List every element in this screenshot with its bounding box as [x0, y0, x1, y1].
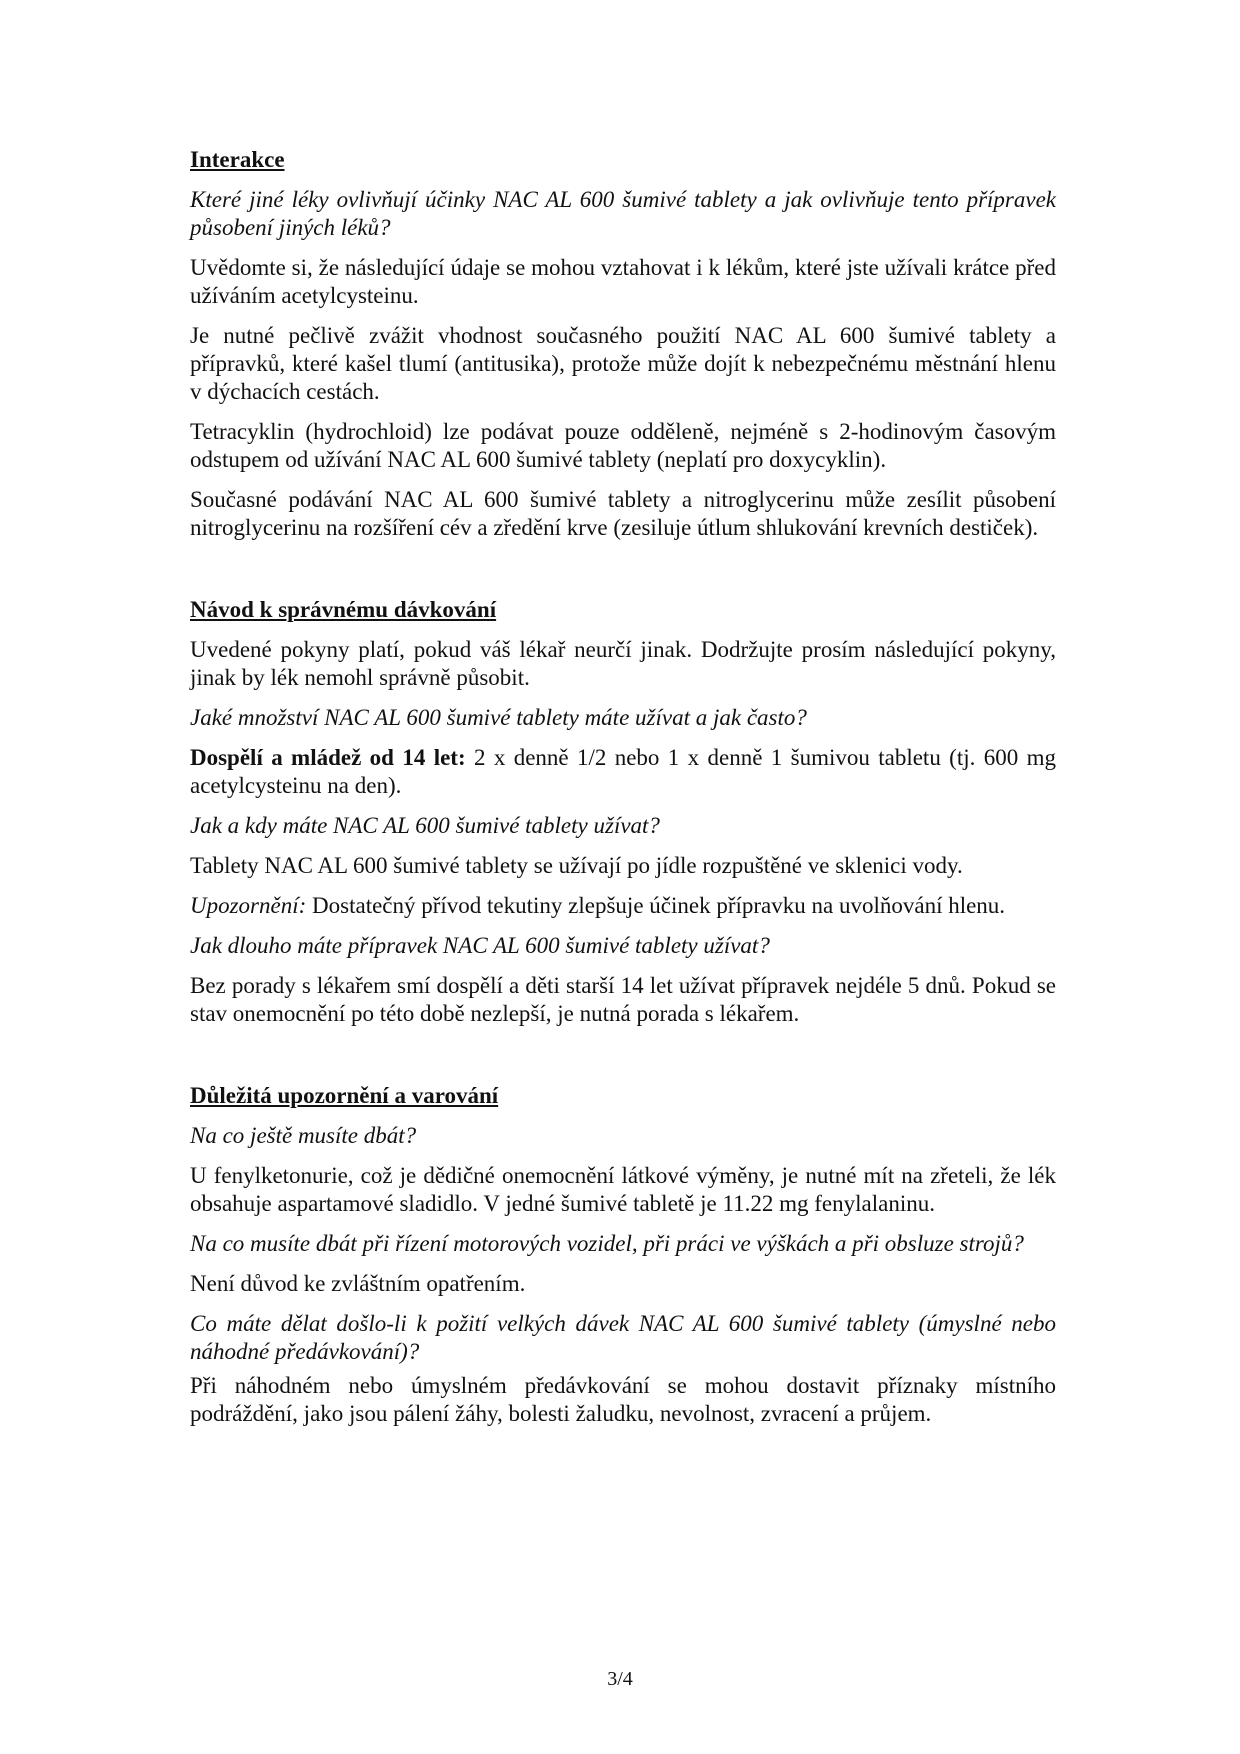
question-upozorneni-3: Co máte dělat došlo-li k požití velkých dávek NAC AL 600 šumivé tablety (úmyslné nebo náhodné předávkování)?	[190, 1311, 1056, 1364]
section-heading-upozorneni: Důležitá upozornění a varování	[190, 1083, 499, 1108]
paragraph-upozorneni-1: U fenylketonurie, což je dědičné onemocnění látkové výměny, je nutné mít na zřeteli, že lék obsahuje aspartamové sladidlo. V jedné šumivé tabletě je 11.22 mg fenylalaninu.	[190, 1163, 1056, 1216]
paragraph-interakce-4: Současné podávání NAC AL 600 šumivé tablety a nitroglycerinu může zesílit působení nitroglycerinu na rozšíření cév a zředění krve (zesiluje útlum shlukování krevních destiček).	[190, 487, 1056, 540]
paragraph-interakce-1: Uvědomte si, že následující údaje se mohou vztahovat i k lékům, které jste užívali krátce před užíváním acetylcysteinu.	[190, 255, 1056, 308]
warning-text: Dostatečný přívod tekutiny zlepšuje účinek přípravku na uvolňování hlenu.	[306, 893, 1006, 918]
paragraph-davkovani-2: Tablety NAC AL 600 šumivé tablety se užívají po jídle rozpuštěné ve sklenici vody.	[190, 853, 963, 878]
paragraph-upozorneni-3: Při náhodném nebo úmyslném předávkování se mohou dostavit příznaky místního podráždění, jako jsou pálení žáhy, bolesti žaludku, nevolnost, zvracení a průjem.	[190, 1373, 1056, 1426]
question-davkovani-2: Jak a kdy máte NAC AL 600 šumivé tablety užívat?	[190, 813, 660, 838]
paragraph-interakce-3: Tetracyklin (hydrochloid) lze podávat pouze odděleně, nejméně s 2-hodinovým časovým odstupem od užívání NAC AL 600 šumivé tablety (neplatí pro doxycyklin).	[190, 419, 1056, 472]
page-number: 3/4	[607, 1668, 633, 1690]
warning-label: Upozornění:	[190, 893, 307, 918]
section-heading-davkovani: Návod k správnému dávkování	[190, 597, 497, 622]
dose-text: 2 x denně 1/2 nebo 1 x denně 1 šumivou tabletu (tj. 600 mg acetylcysteinu na den).	[190, 745, 1056, 798]
section-heading-interakce: Interakce	[190, 147, 285, 172]
paragraph-warning	[190, 892, 1056, 920]
question-davkovani-1: Jaké množství NAC AL 600 šumivé tablety máte užívat a jak často?	[190, 705, 807, 730]
question-davkovani-3: Jak dlouho máte přípravek NAC AL 600 šumivé tablety užívat?	[190, 933, 770, 958]
paragraph-dose	[190, 744, 1056, 800]
paragraph-davkovani-1: Uvedené pokyny platí, pokud váš lékař neurčí jinak. Dodržujte prosím následující pokyny, jinak by lék nemohl správně působit.	[190, 637, 1056, 690]
paragraph-davkovani-3: Bez porady s lékařem smí dospělí a děti starší 14 let užívat přípravek nejdéle 5 dnů. Pokud se stav onemocnění po této době nezlepší, je nutná porada s lékařem.	[190, 973, 1056, 1026]
document-body	[190, 146, 1056, 1428]
paragraph-interakce-2: Je nutné pečlivě zvážit vhodnost současného použití NAC AL 600 šumivé tablety a přípravků, které kašel tlumí (antitusika), protože může dojít k nebezpečnému městnání hlenu v dýchacích cestách.	[190, 323, 1056, 404]
question-upozorneni-1: Na co ještě musíte dbát?	[190, 1123, 417, 1148]
dose-label: Dospělí a mládež od 14 let:	[190, 745, 466, 770]
question-interakce: Které jiné léky ovlivňují účinky NAC AL 600 šumivé tablety a jak ovlivňuje tento přípravek působení jiných léků?	[190, 187, 1056, 240]
question-upozorneni-2: Na co musíte dbát při řízení motorových vozidel, při práci ve výškách a při obsluze strojů?	[190, 1231, 1024, 1256]
paragraph-upozorneni-2: Není důvod ke zvláštním opatřením.	[190, 1271, 526, 1296]
